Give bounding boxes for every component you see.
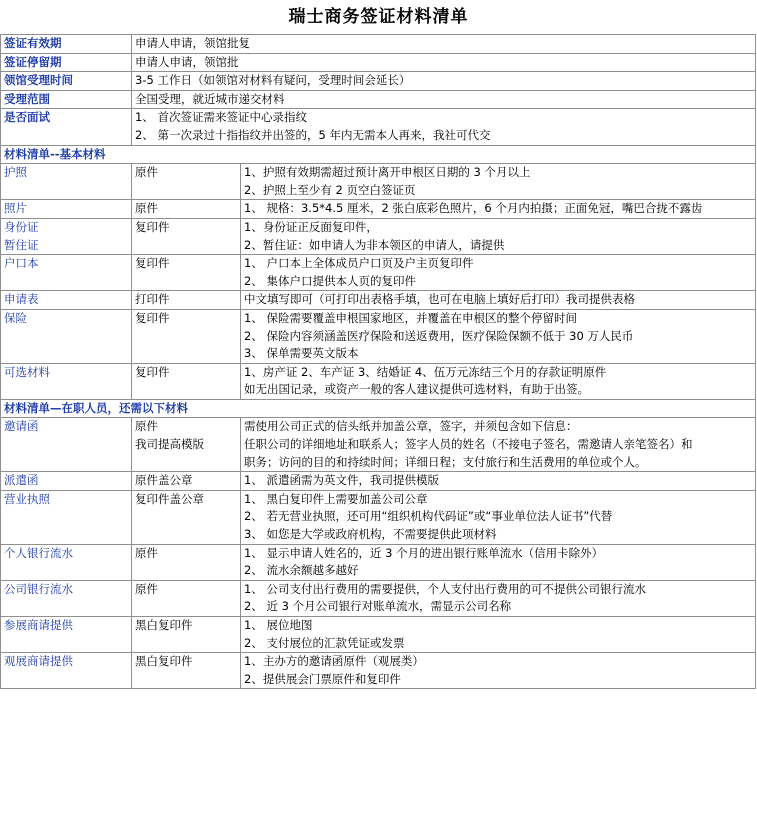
text-line: 复印件	[135, 256, 170, 271]
text-line: 2、 保险内容须涵盖医疗保险和送返费用，医疗保险保额不低于 30 万人民币	[244, 328, 634, 343]
text-line: 2、 流水余额越多越好	[244, 563, 359, 578]
material-details	[241, 580, 756, 616]
materials-table	[0, 34, 756, 689]
material-row	[1, 617, 756, 653]
text-line: 2、 近 3 个月公司银行对账单流水，需显示公司名称	[244, 599, 512, 614]
material-row	[1, 200, 756, 219]
material-name	[1, 580, 132, 616]
page-title: 瑞士商务签证材料清单	[288, 7, 469, 27]
material-name	[1, 653, 132, 689]
text-line: 保险	[4, 310, 27, 325]
text-line: 申请人申请，领馆批复	[135, 36, 250, 50]
section-heading-row	[1, 145, 756, 164]
material-name	[1, 418, 132, 472]
text-line: 黑白复印件	[135, 618, 193, 632]
material-row	[1, 363, 756, 399]
info-value	[132, 109, 756, 145]
info-label: 是否面试	[1, 109, 132, 145]
material-row	[1, 164, 756, 200]
text-line: 全国受理，就近城市递交材料	[135, 91, 285, 106]
text-line: 复印件	[135, 310, 170, 325]
material-type	[132, 544, 241, 580]
info-row	[1, 109, 756, 145]
info-value	[132, 53, 756, 72]
text-line: 营业执照	[4, 491, 50, 506]
material-type	[132, 472, 241, 491]
text-line: 3、 保单需要英文版本	[244, 346, 359, 361]
material-row	[1, 291, 756, 310]
material-details	[241, 653, 756, 689]
material-type	[132, 363, 241, 399]
material-details	[241, 617, 756, 653]
material-type	[132, 309, 241, 363]
material-name	[1, 200, 132, 219]
text-line: 1、 派遣函需为英文件，我司提供模版	[244, 473, 439, 488]
material-type	[132, 291, 241, 310]
text-line: 个人银行流水	[4, 545, 73, 560]
info-row	[1, 53, 756, 72]
material-type	[132, 418, 241, 472]
material-type	[132, 164, 241, 200]
text-line: 如无出国记录，或资产一般的客人建议提供可选材料，有助于出签。	[244, 382, 589, 397]
text-line: 原件	[135, 419, 158, 434]
text-line: 公司银行流水	[4, 581, 73, 596]
material-name	[1, 164, 132, 200]
material-name	[1, 363, 132, 399]
text-line: 暂住证	[4, 237, 39, 252]
text-line: 打印件	[135, 292, 170, 307]
text-line: 1、身份证正反面复印件，	[244, 219, 378, 234]
material-type	[132, 490, 241, 544]
text-line: 我司提高模版	[135, 437, 204, 452]
material-name	[1, 309, 132, 363]
text-line: 观展商请提供	[4, 654, 73, 669]
info-label: 签证有效期	[1, 35, 132, 54]
material-name	[1, 472, 132, 491]
text-line: 1、主办方的邀请函原件（观展类）	[244, 654, 424, 669]
material-name	[1, 218, 132, 254]
text-line: 2、提供展会门票原件和复印件	[244, 671, 401, 686]
text-line: 可选材料	[4, 364, 50, 379]
material-row	[1, 653, 756, 689]
text-line: 中文填写即可（可打印出表格手填，也可在电脑上填好后打印）我司提供表格	[244, 292, 635, 307]
material-details	[241, 200, 756, 219]
material-row	[1, 472, 756, 491]
text-line: 黑白复印件	[135, 654, 193, 669]
text-line: 2、暂住证：如申请人为非本领区的申请人，请提供	[244, 237, 505, 252]
material-row	[1, 309, 756, 363]
text-line: 2、 第一次录过十指指纹并出签的，5 年内无需本人再来，我社可代交	[135, 127, 491, 142]
material-details	[241, 255, 756, 291]
material-row	[1, 544, 756, 580]
material-row	[1, 418, 756, 472]
text-line: 身份证	[4, 219, 39, 234]
text-line: 1、 展位地图	[244, 618, 313, 632]
material-type	[132, 200, 241, 219]
material-details	[241, 291, 756, 310]
material-details	[241, 418, 756, 472]
material-type	[132, 653, 241, 689]
text-line: 1、 户口本上全体成员户口页及户主页复印件	[244, 256, 474, 271]
material-row	[1, 580, 756, 616]
info-row	[1, 72, 756, 91]
material-details	[241, 490, 756, 544]
text-line: 3-5 工作日（如领馆对材料有疑问，受理时间会延长）	[135, 73, 411, 88]
material-name	[1, 544, 132, 580]
info-label: 签证停留期	[1, 53, 132, 72]
text-line: 1、 首次签证需来签证中心录指纹	[135, 110, 307, 125]
text-line: 2、 集体户口提供本人页的复印件	[244, 273, 416, 288]
text-line: 1、 公司支付出行费用的需要提供，个人支付出行费用的可不提供公司银行流水	[244, 581, 646, 596]
text-line: 派遣函	[4, 473, 39, 488]
text-line: 参展商请提供	[4, 618, 73, 632]
info-label: 受理范围	[1, 90, 132, 109]
info-row	[1, 90, 756, 109]
text-line: 护照	[4, 165, 27, 180]
text-line: 1、 黑白复印件上需要加盖公司公章	[244, 491, 428, 506]
section-heading-row	[1, 399, 756, 418]
text-line: 职务；访问的目的和持续时间；详细日程；支付旅行和生活费用的单位或个人。	[244, 454, 647, 469]
section-heading: 材料清单--基本材料	[1, 145, 756, 164]
material-name	[1, 291, 132, 310]
material-name	[1, 490, 132, 544]
material-row	[1, 255, 756, 291]
text-line: 3、 如您是大学或政府机构，不需要提供此项材料	[244, 527, 497, 542]
material-details	[241, 472, 756, 491]
material-details	[241, 544, 756, 580]
info-row	[1, 35, 756, 54]
info-label: 领馆受理时间	[1, 72, 132, 91]
text-line: 原件	[135, 165, 158, 180]
material-details	[241, 218, 756, 254]
material-details	[241, 309, 756, 363]
text-line: 照片	[4, 201, 27, 216]
material-name	[1, 617, 132, 653]
text-line: 1、护照有效期需超过预计离开申根区日期的 3 个月以上	[244, 165, 531, 180]
info-value	[132, 35, 756, 54]
material-type	[132, 580, 241, 616]
text-line: 邀请函	[4, 419, 39, 434]
text-line: 申请表	[4, 292, 39, 307]
info-value	[132, 90, 756, 109]
material-type	[132, 255, 241, 291]
text-line: 复印件	[135, 364, 170, 379]
material-details	[241, 363, 756, 399]
material-type	[132, 218, 241, 254]
text-line: 需使用公司正式的信头纸并加盖公章，签字，并须包含如下信息：	[244, 419, 578, 434]
material-row	[1, 490, 756, 544]
text-line: 原件	[135, 545, 158, 560]
text-line: 2、 支付展位的汇款凭证或发票	[244, 635, 405, 650]
text-line: 2、 若无营业执照，还可用“组织机构代码证”或“事业单位法人证书”代替	[244, 509, 613, 524]
material-row	[1, 218, 756, 254]
text-line: 户口本	[4, 256, 39, 271]
text-line: 1、 保险需要覆盖申根国家地区，并覆盖在申根区的整个停留时间	[244, 310, 577, 325]
text-line: 复印件	[135, 219, 170, 234]
text-line: 任职公司的详细地址和联系人；签字人员的姓名（不接电子签名，需邀请人亲笔签名）和	[244, 437, 693, 452]
material-details	[241, 164, 756, 200]
text-line: 原件	[135, 201, 158, 216]
info-value	[132, 72, 756, 91]
material-name	[1, 255, 132, 291]
section-heading: 材料清单—在职人员，还需以下材料	[1, 399, 756, 418]
text-line: 申请人申请，领馆批	[135, 54, 239, 69]
text-line: 1、 显示申请人姓名的，近 3 个月的进出银行账单流水（信用卡除外）	[244, 545, 604, 560]
text-line: 2、护照上至少有 2 页空白签证页	[244, 182, 416, 197]
text-line: 复印件盖公章	[135, 491, 204, 506]
material-type	[132, 617, 241, 653]
text-line: 原件盖公章	[135, 473, 193, 488]
text-line: 1、 规格：3.5*4.5 厘米，2 张白底彩色照片，6 个月内拍摄；正面免冠，嘴巴合拢不露齿	[244, 201, 703, 216]
text-line: 原件	[135, 581, 158, 596]
text-line: 1、房产证 2、车产证 3、结婚证 4、伍万元冻结三个月的存款证明原件	[244, 364, 607, 379]
